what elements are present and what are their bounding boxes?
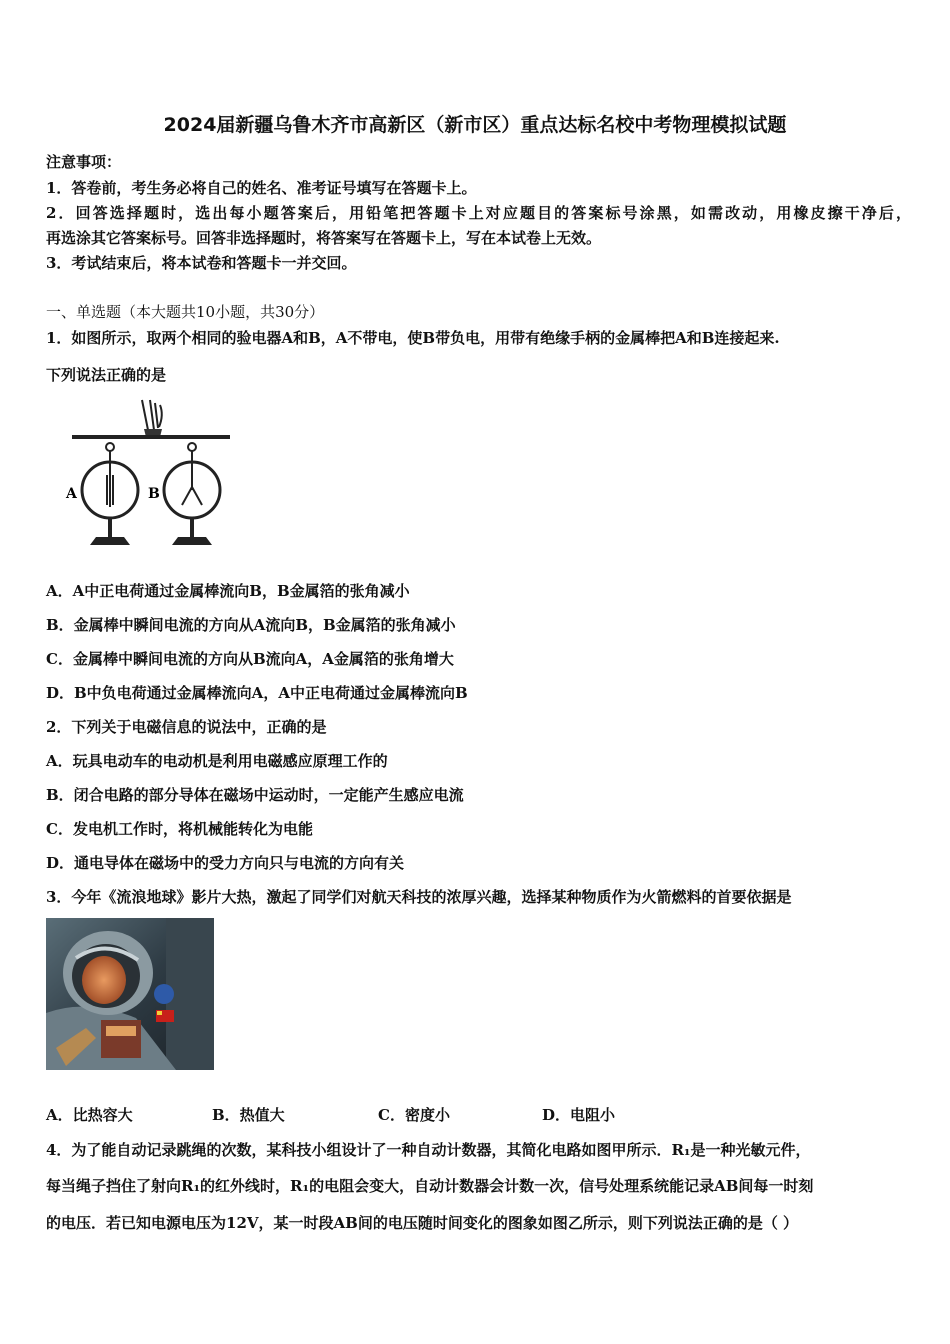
section-heading: 一、单选题（本大题共10小题，共30分） <box>46 303 325 321</box>
q2-option-d[interactable]: D．通电导体在磁场中的受力方向只与电流的方向有关 <box>46 854 405 872</box>
astronaut-photo <box>46 918 214 1070</box>
q1-option-d[interactable]: D．B中负电荷通过金属棒流向A，A中正电荷通过金属棒流向B <box>46 684 468 702</box>
notice-item: 再选涂其它答案标号。回答非选择题时，将答案写在答题卡上，写在本试卷上无效。 <box>46 229 602 247</box>
q2-option-c[interactable]: C．发电机工作时，将机械能转化为电能 <box>46 820 313 838</box>
q3-option-d[interactable]: D．电阻小 <box>542 1106 616 1124</box>
q1-stem: 1．如图所示，取两个相同的验电器A和B，A不带电，使B带负电，用带有绝缘手柄的金属棒把A和B连接起来. <box>46 329 780 347</box>
q2-option-a[interactable]: A．玩具电动车的电动机是利用电磁感应原理工作的 <box>46 752 388 770</box>
q1-option-c[interactable]: C．金属棒中瞬间电流的方向从B流向A，A金属箔的张角增大 <box>46 650 454 668</box>
q1-stem: 下列说法正确的是 <box>46 366 167 384</box>
q4-stem: 4．为了能自动记录跳绳的次数，某科技小组设计了一种自动计数器，其简化电路如图甲所示．R₁是一种光敏元件， <box>46 1141 811 1159</box>
q1-option-b[interactable]: B．金属棒中瞬间电流的方向从A流向B，B金属箔的张角减小 <box>46 616 456 634</box>
q3-option-a[interactable]: A．比热容大 <box>46 1106 133 1124</box>
notice-item: 3．考试结束后，将本试卷和答题卡一并交回。 <box>46 254 357 272</box>
q1-option-a[interactable]: A．A中正电荷通过金属棒流向B，B金属箔的张角减小 <box>46 582 410 600</box>
q2-option-b[interactable]: B．闭合电路的部分导体在磁场中运动时，一定能产生感应电流 <box>46 786 464 804</box>
electroscope-figure <box>62 395 237 560</box>
notice-item: 2．回答选择题时，选出每小题答案后，用铅笔把答题卡上对应题目的答案标号涂黑，如需改动，用橡皮擦干净后， <box>46 204 911 222</box>
q4-stem: 的电压．若已知电源电压为12V，某一时段AB间的电压随时间变化的图象如图乙所示，则下列说法正确的是（ ） <box>46 1214 799 1232</box>
figure-label-a: A <box>66 486 77 502</box>
q3-stem: 3．今年《流浪地球》影片大热，激起了同学们对航天科技的浓厚兴趣，选择某种物质作为火箭燃料的首要依据是 <box>46 888 792 906</box>
notice-item: 1．答卷前，考生务必将自己的姓名、准考证号填写在答题卡上。 <box>46 179 477 197</box>
q3-option-b[interactable]: B．热值大 <box>212 1106 285 1124</box>
q4-stem: 每当绳子挡住了射向R₁的红外线时，R₁的电阻会变大，自动计数器会计数一次，信号处理系统能记录AB间每一时刻 <box>46 1177 814 1195</box>
q2-stem: 2．下列关于电磁信息的说法中，正确的是 <box>46 718 327 736</box>
page-title: 2024届新疆乌鲁木齐市高新区（新市区）重点达标名校中考物理模拟试题 <box>163 114 787 136</box>
notice-heading: 注意事项： <box>46 153 122 171</box>
q3-option-c[interactable]: C．密度小 <box>378 1106 450 1124</box>
figure-label-b: B <box>148 486 160 502</box>
